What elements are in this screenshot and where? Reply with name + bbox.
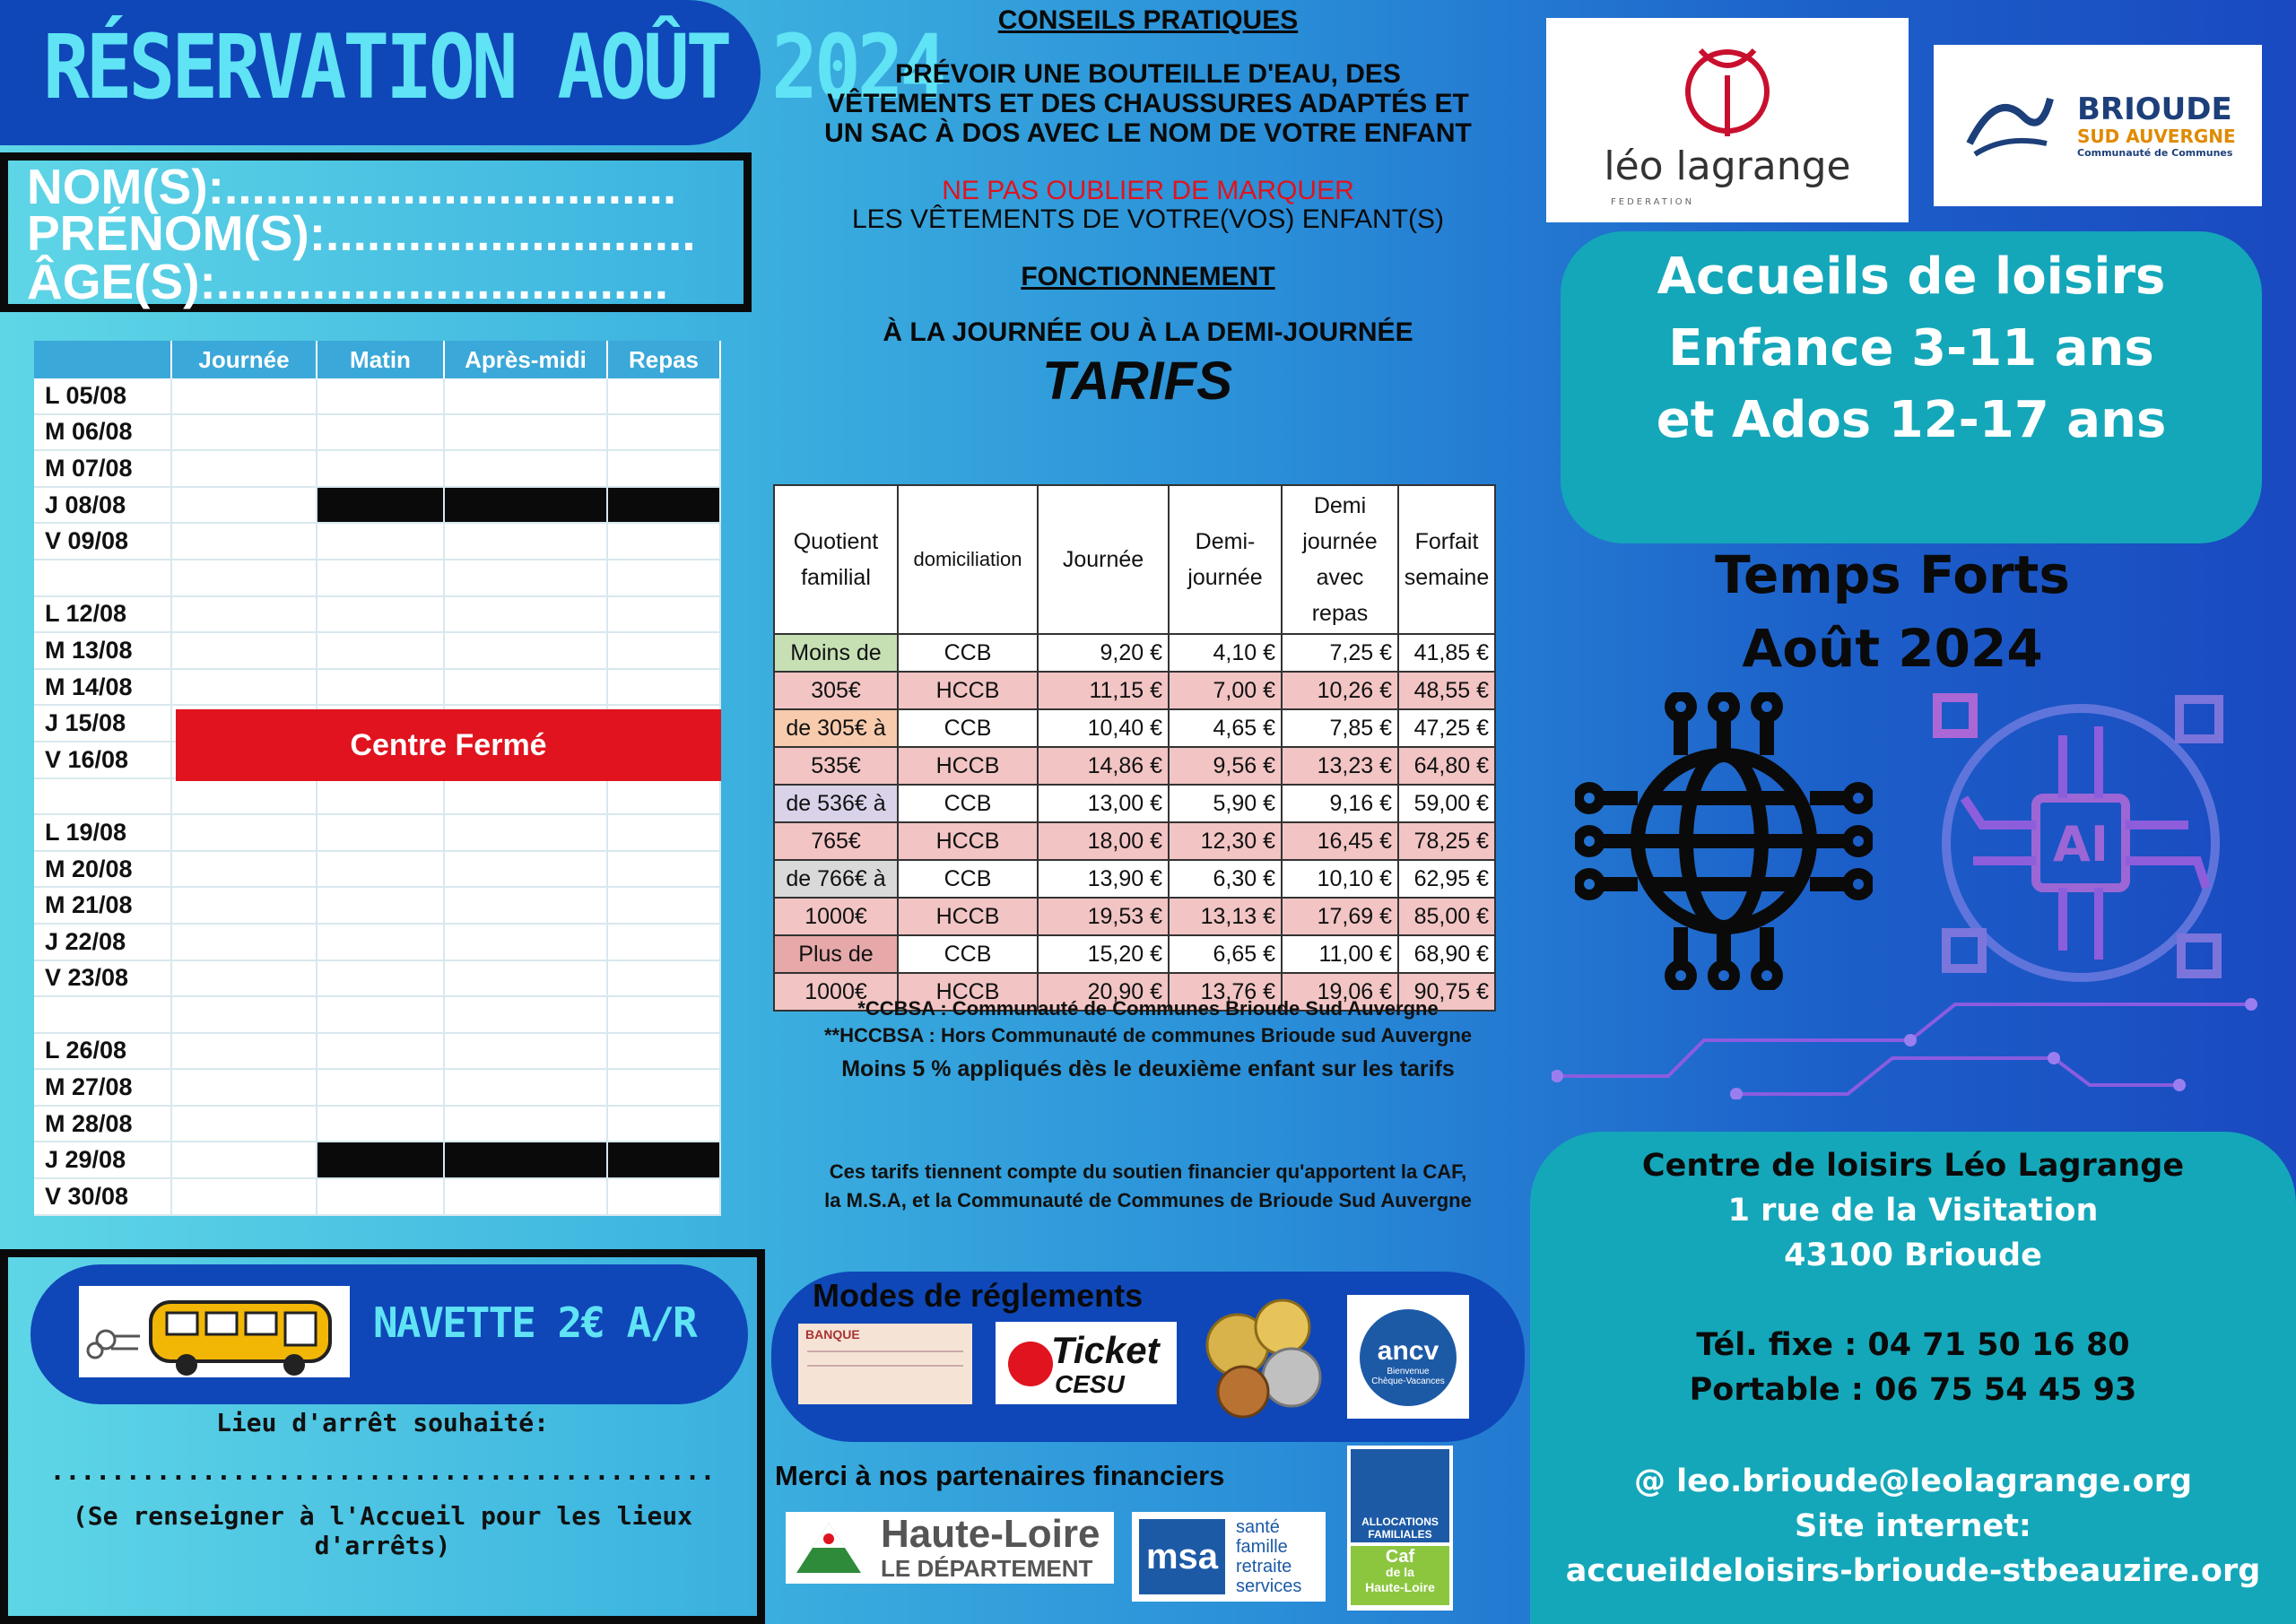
schedule-cell-repas[interactable] [607, 924, 720, 960]
tarif-price: 10,26 € [1282, 672, 1398, 709]
schedule-cell-journee[interactable] [171, 1033, 317, 1070]
tarif-price: 15,20 € [1038, 935, 1169, 973]
caf-line-5: Haute-Loire [1365, 1580, 1435, 1594]
tarif-domiciliation: CCB [898, 709, 1038, 747]
schedule-cell-journee[interactable] [171, 378, 317, 414]
centre-closed-banner: Centre Fermé [176, 709, 721, 781]
schedule-cell-matin[interactable] [317, 414, 444, 451]
tarif-domiciliation: HCCB [898, 973, 1038, 1011]
tarif-price: 62,95 € [1398, 860, 1495, 898]
tarif-quotient: 765€ [774, 822, 898, 860]
cheque-icon [798, 1324, 972, 1404]
schedule-cell-matin[interactable] [317, 523, 444, 560]
tarif-row [774, 747, 1495, 785]
partners-heading: Merci à nos partenaires financiers [775, 1460, 1225, 1491]
schedule-cell-matin[interactable] [317, 778, 444, 815]
tarif-price: 48,55 € [1398, 672, 1495, 709]
schedule-cell-apres-midi[interactable] [444, 1106, 607, 1142]
tarif-price: 16,45 € [1282, 822, 1398, 860]
tarif-domiciliation: HCCB [898, 822, 1038, 860]
tarif-price: 85,00 € [1398, 898, 1495, 935]
discount-note: Moins 5 % appliqués dès le deuxième enfant sur les tarifs [841, 1056, 1455, 1081]
departement-label: LE DÉPARTEMENT [881, 1555, 1093, 1582]
tarif-price: 5,90 € [1169, 785, 1282, 822]
leo-lagrange-logo [1546, 18, 1909, 222]
schedule-cell-repas[interactable] [607, 814, 720, 851]
tarif-price: 13,90 € [1038, 860, 1169, 898]
schedule-cell-repas[interactable] [607, 1142, 720, 1178]
schedule-cell-apres-midi[interactable] [444, 378, 607, 414]
schedule-cell-journee[interactable] [171, 851, 317, 888]
schedule-cell-matin[interactable] [317, 1106, 444, 1142]
schedule-day [34, 996, 171, 1033]
schedule-cell-journee[interactable] [171, 1106, 317, 1142]
schedule-day: V 30/08 [34, 1178, 171, 1215]
temps-forts-line-1: Temps Forts [1715, 544, 2070, 605]
schedule-row [34, 851, 720, 888]
tarif-price: 19,06 € [1282, 973, 1398, 1011]
schedule-day: J 15/08 [34, 705, 171, 742]
schedule-cell-journee[interactable] [171, 996, 317, 1033]
support-note-1: Ces tarifs tiennent compte du soutien financier qu'apportent la CAF, [829, 1160, 1467, 1183]
coins-icon [1193, 1291, 1333, 1426]
cheque-bank-label: BANQUE [805, 1327, 860, 1342]
schedule-body [34, 378, 720, 1215]
schedule-cell-matin[interactable] [317, 924, 444, 960]
tarif-quotient: 305€ [774, 672, 898, 709]
ancv-sub-2: Chèque-Vacances [1371, 1376, 1445, 1386]
tarif-price: 6,30 € [1169, 860, 1282, 898]
schedule-cell-journee[interactable] [171, 887, 317, 924]
tarif-price: 7,00 € [1169, 672, 1282, 709]
caf-line-2: FAMILIALES [1368, 1528, 1432, 1541]
leo-federation-label: FEDERATION [1611, 197, 1695, 207]
schedule-cell-journee[interactable] [171, 487, 317, 524]
tarifs-heading: TARIFS [1042, 351, 1233, 411]
brioude-sud-auvergne-label: SUD AUVERGNE [2077, 126, 2236, 147]
ancv-sub-1: Bienvenue [1387, 1367, 1430, 1376]
contact-phone[interactable]: Tél. fixe : 04 71 50 16 80 [1696, 1327, 2130, 1363]
tarifs-body [774, 634, 1495, 1011]
tarif-price: 4,10 € [1169, 634, 1282, 672]
schedule-cell-matin[interactable] [317, 560, 444, 596]
tarif-price: 13,23 € [1282, 747, 1398, 785]
warning-text: NE PAS OUBLIER DE MARQUER [942, 176, 1354, 205]
tarif-price: 12,30 € [1169, 822, 1282, 860]
schedule-cell-apres-midi[interactable] [444, 523, 607, 560]
tarif-price: 11,00 € [1282, 935, 1398, 973]
function-text: À LA JOURNÉE OU À LA DEMI-JOURNÉE [883, 317, 1413, 347]
tarif-row [774, 860, 1495, 898]
tarif-row [774, 709, 1495, 747]
tarif-row [774, 672, 1495, 709]
tarif-price: 4,65 € [1169, 709, 1282, 747]
brioude-cc-label: Communauté de Communes [2077, 147, 2233, 159]
advice-line-3: UN SAC À DOS AVEC LE NOM DE VOTRE ENFANT [824, 118, 1472, 148]
schedule-cell-repas[interactable] [607, 996, 720, 1033]
schedule-col-apres-midi: Après-midi [444, 341, 607, 378]
schedule-col-journee: Journée [171, 341, 317, 378]
schedule-row [34, 814, 720, 851]
payment-heading: Modes de réglements [813, 1277, 1144, 1314]
caf-line-3: Caf [1385, 1547, 1415, 1567]
schedule-col-day [34, 341, 171, 378]
schedule-cell-matin[interactable] [317, 1033, 444, 1070]
tarif-price: 10,40 € [1038, 709, 1169, 747]
schedule-cell-apres-midi[interactable] [444, 996, 607, 1033]
schedule-cell-apres-midi[interactable] [444, 1178, 607, 1215]
accueil-line-2: Enfance 3-11 ans [1668, 319, 2154, 378]
contact-address: 1 rue de la Visitation [1727, 1193, 2099, 1229]
schedule-cell-repas[interactable] [607, 887, 720, 924]
schedule-cell-apres-midi[interactable] [444, 1142, 607, 1178]
schedule-cell-apres-midi[interactable] [444, 1033, 607, 1070]
schedule-day: L 19/08 [34, 814, 171, 851]
schedule-cell-matin[interactable] [317, 1142, 444, 1178]
schedule-cell-repas[interactable] [607, 378, 720, 414]
tarifs-col-forfait: Forfait semaine [1398, 485, 1495, 634]
schedule-day [34, 560, 171, 596]
schedule-cell-journee[interactable] [171, 1142, 317, 1178]
leo-lagrange-label: léo lagrange [1604, 143, 1851, 189]
msa-line-2: famille [1236, 1537, 1288, 1557]
schedule-day: M 06/08 [34, 414, 171, 451]
tarif-price: 47,25 € [1398, 709, 1495, 747]
tarif-domiciliation: CCB [898, 935, 1038, 973]
schedule-cell-journee[interactable] [171, 596, 317, 633]
tarif-quotient: de 536€ à [774, 785, 898, 822]
tarif-row [774, 898, 1495, 935]
tarif-price: 9,56 € [1169, 747, 1282, 785]
schedule-day: V 09/08 [34, 523, 171, 560]
tarif-price: 78,25 € [1398, 822, 1495, 860]
schedule-row [34, 1106, 720, 1142]
accueil-line-1: Accueils de loisirs [1657, 248, 2166, 306]
schedule-day: J 22/08 [34, 924, 171, 960]
schedule-day: M 21/08 [34, 887, 171, 924]
msa-line-3: retraite [1236, 1557, 1292, 1576]
schedule-day: L 05/08 [34, 378, 171, 414]
bus-icon [79, 1286, 350, 1377]
tarif-price: 9,16 € [1282, 785, 1398, 822]
schedule-cell-repas[interactable] [607, 669, 720, 706]
schedule-row [34, 414, 720, 451]
advice-heading: CONSEILS PRATIQUES [997, 5, 1299, 35]
tarif-price: 17,69 € [1282, 898, 1398, 935]
schedule-day [34, 778, 171, 815]
schedule-cell-repas[interactable] [607, 560, 720, 596]
tarif-quotient: 535€ [774, 747, 898, 785]
schedule-cell-repas[interactable] [607, 632, 720, 669]
stop-label: Lieu d'arrêt souhaité: [216, 1408, 549, 1437]
schedule-cell-apres-midi[interactable] [444, 669, 607, 706]
schedule-day: V 16/08 [34, 742, 171, 778]
schedule-row [34, 924, 720, 960]
schedule-cell-repas[interactable] [607, 1033, 720, 1070]
tarif-price: 7,25 € [1282, 634, 1398, 672]
haute-loire-label: Haute-Loire [881, 1512, 1100, 1556]
caf-logo [1347, 1446, 1453, 1611]
schedule-row [34, 1142, 720, 1178]
brioude-label: BRIOUDE [2077, 91, 2232, 127]
schedule-cell-matin[interactable] [317, 960, 444, 997]
schedule-row [34, 887, 720, 924]
schedule-row [34, 487, 720, 524]
tarifs-col-demi: Demi- journée [1169, 485, 1282, 634]
tarifs-header-row [774, 485, 1495, 634]
schedule-cell-repas[interactable] [607, 960, 720, 997]
contact-website[interactable]: accueildeloisirs-brioude-stbeauzire.org [1565, 1553, 2261, 1589]
tarifs-table [773, 484, 1496, 1012]
schedule-cell-matin[interactable] [317, 378, 444, 414]
tarif-price: 14,86 € [1038, 747, 1169, 785]
tarif-quotient: Plus de [774, 935, 898, 973]
schedule-cell-apres-midi[interactable] [444, 487, 607, 524]
globe-network-icon [1575, 692, 1873, 990]
schedule-cell-apres-midi[interactable] [444, 1069, 607, 1106]
schedule-cell-journee[interactable] [171, 523, 317, 560]
caf-line-4: de la [1386, 1565, 1414, 1579]
advice-text [771, 59, 1525, 148]
schedule-row [34, 996, 720, 1033]
schedule-cell-journee[interactable] [171, 814, 317, 851]
tarif-row [774, 935, 1495, 973]
schedule-cell-apres-midi[interactable] [444, 851, 607, 888]
footnote-ccbsa: *CCBSA : Communauté de Communes Brioude Sud Auvergne [857, 997, 1439, 1020]
schedule-cell-journee[interactable] [171, 414, 317, 451]
schedule-cell-apres-midi[interactable] [444, 814, 607, 851]
tarif-price: 64,80 € [1398, 747, 1495, 785]
schedule-cell-apres-midi[interactable] [444, 450, 607, 487]
schedule-cell-apres-midi[interactable] [444, 596, 607, 633]
tarif-price: 9,20 € [1038, 634, 1169, 672]
tarif-quotient: de 766€ à [774, 860, 898, 898]
schedule-cell-matin[interactable] [317, 632, 444, 669]
schedule-day: M 20/08 [34, 851, 171, 888]
haute-loire-logo [786, 1512, 1114, 1584]
schedule-cell-repas[interactable] [607, 1106, 720, 1142]
tarif-domiciliation: HCCB [898, 898, 1038, 935]
schedule-cell-matin[interactable] [317, 814, 444, 851]
tarif-domiciliation: CCB [898, 785, 1038, 822]
page-title: RÉSERVATION AOÛT 2024 [43, 16, 944, 119]
schedule-cell-apres-midi[interactable] [444, 887, 607, 924]
tarif-domiciliation: HCCB [898, 747, 1038, 785]
schedule-day: J 08/08 [34, 487, 171, 524]
tarif-price: 13,00 € [1038, 785, 1169, 822]
schedule-cell-repas[interactable] [607, 851, 720, 888]
schedule-cell-apres-midi[interactable] [444, 778, 607, 815]
schedule-cell-matin[interactable] [317, 596, 444, 633]
schedule-header-row [34, 341, 720, 378]
schedule-cell-matin[interactable] [317, 450, 444, 487]
schedule-cell-repas[interactable] [607, 778, 720, 815]
circuit-lines-decoration [1552, 992, 2260, 1099]
schedule-day: L 26/08 [34, 1033, 171, 1070]
contact-name: Centre de loisirs Léo Lagrange [1641, 1148, 2185, 1184]
schedule-cell-matin[interactable] [317, 887, 444, 924]
age-field[interactable]: ÂGE(S):................................. [27, 254, 669, 309]
schedule-day: J 29/08 [34, 1142, 171, 1178]
schedule-day: M 13/08 [34, 632, 171, 669]
schedule-cell-journee[interactable] [171, 560, 317, 596]
tarifs-col-qf: Quotient familial [774, 485, 898, 634]
advice-line-2: VÊTEMENTS ET DES CHAUSSURES ADAPTÉS ET [827, 89, 1469, 118]
advice-line-1: PRÉVOIR UNE BOUTEILLE D'EAU, DES [895, 59, 1401, 89]
schedule-row [34, 1069, 720, 1106]
stop-input[interactable]: ............................................ [49, 1456, 716, 1486]
schedule-row [34, 560, 720, 596]
schedule-cell-apres-midi[interactable] [444, 924, 607, 960]
msa-line-1: santé [1236, 1517, 1280, 1537]
ai-label: AI [2053, 816, 2109, 873]
tarif-price: 13,76 € [1169, 973, 1282, 1011]
schedule-cell-matin[interactable] [317, 851, 444, 888]
schedule-day: M 27/08 [34, 1069, 171, 1106]
schedule-col-matin: Matin [317, 341, 444, 378]
tarifs-col-dom: domiciliation [898, 485, 1038, 634]
tarif-price: 18,00 € [1038, 822, 1169, 860]
tarif-quotient: 1000€ [774, 898, 898, 935]
brioude-logo [1934, 45, 2262, 206]
tarif-quotient: de 305€ à [774, 709, 898, 747]
firstname-field[interactable]: PRÉNOM(S):........................... [27, 205, 696, 261]
schedule-cell-journee[interactable] [171, 924, 317, 960]
temps-forts-line-2: Août 2024 [1742, 618, 2043, 679]
schedule-row [34, 669, 720, 706]
schedule-day: V 23/08 [34, 960, 171, 997]
tarif-row [774, 822, 1495, 860]
warning-text-2: LES VÊTEMENTS DE VOTRE(VOS) ENFANT(S) [851, 204, 1445, 234]
tarif-price: 11,15 € [1038, 672, 1169, 709]
tarif-row [774, 785, 1495, 822]
tarif-price: 19,53 € [1038, 898, 1169, 935]
schedule-row [34, 632, 720, 669]
tarifs-col-demi-repas: Demi journée avec repas [1282, 485, 1398, 634]
schedule-cell-repas[interactable] [607, 487, 720, 524]
function-heading: FONCTIONNEMENT [1021, 262, 1275, 291]
schedule-cell-repas[interactable] [607, 596, 720, 633]
contact-site-label: Site internet: [1795, 1508, 2031, 1544]
tarif-price: 59,00 € [1398, 785, 1495, 822]
tarif-domiciliation: CCB [898, 634, 1038, 672]
schedule-cell-journee[interactable] [171, 450, 317, 487]
tarif-domiciliation: HCCB [898, 672, 1038, 709]
schedule-cell-journee[interactable] [171, 669, 317, 706]
ai-chip-icon [1928, 690, 2233, 986]
tarif-price: 68,90 € [1398, 935, 1495, 973]
schedule-day: L 12/08 [34, 596, 171, 633]
tarif-price: 41,85 € [1398, 634, 1495, 672]
tarif-row [774, 634, 1495, 672]
schedule-cell-matin[interactable] [317, 1069, 444, 1106]
schedule-cell-matin[interactable] [317, 996, 444, 1033]
name-field[interactable]: NOM(S):................................. [27, 159, 677, 214]
schedule-cell-matin[interactable] [317, 669, 444, 706]
schedule-day: M 28/08 [34, 1106, 171, 1142]
tarif-price: 13,13 € [1169, 898, 1282, 935]
schedule-cell-repas[interactable] [607, 523, 720, 560]
schedule-row [34, 1033, 720, 1070]
schedule-cell-apres-midi[interactable] [444, 960, 607, 997]
ticket-label: Ticket [1051, 1329, 1160, 1371]
schedule-day: M 07/08 [34, 450, 171, 487]
schedule-cell-matin[interactable] [317, 1178, 444, 1215]
cesu-label: CESU [1055, 1370, 1125, 1398]
schedule-cell-repas[interactable] [607, 450, 720, 487]
shuttle-label: NAVETTE 2€ A/R [373, 1298, 696, 1347]
ancv-logo [1347, 1295, 1469, 1419]
schedule-row [34, 778, 720, 815]
tarif-price: 10,10 € [1282, 860, 1398, 898]
schedule-row [34, 960, 720, 997]
schedule-cell-journee[interactable] [171, 632, 317, 669]
schedule-day: M 14/08 [34, 669, 171, 706]
stop-note: (Se renseigner à l'Accueil pour les lieux d'arrêts) [72, 1501, 693, 1560]
msa-line-4: services [1236, 1576, 1302, 1596]
schedule-cell-repas[interactable] [607, 414, 720, 451]
schedule-cell-matin[interactable] [317, 487, 444, 524]
schedule-cell-apres-midi[interactable] [444, 560, 607, 596]
tarif-price: 90,75 € [1398, 973, 1495, 1011]
schedule-row [34, 596, 720, 633]
schedule-cell-journee[interactable] [171, 960, 317, 997]
caf-line-1: ALLOCATIONS [1361, 1515, 1439, 1528]
schedule-row [34, 523, 720, 560]
tarifs-col-journee: Journée [1038, 485, 1169, 634]
schedule-cell-journee[interactable] [171, 778, 317, 815]
temps-forts-heading [1525, 538, 2260, 685]
contact-mobile[interactable]: Portable : 06 75 54 45 93 [1689, 1372, 2137, 1408]
footnote-hccbsa: **HCCBSA : Hors Communauté de communes Brioude sud Auvergne [823, 1024, 1473, 1046]
tarif-domiciliation: CCB [898, 860, 1038, 898]
schedule-cell-apres-midi[interactable] [444, 414, 607, 451]
schedule-col-repas: Repas [607, 341, 720, 378]
schedule-cell-journee[interactable] [171, 1178, 317, 1215]
schedule-cell-repas[interactable] [607, 1178, 720, 1215]
accueil-line-3: et Ados 12-17 ans [1656, 391, 2167, 449]
tarif-price: 6,65 € [1169, 935, 1282, 973]
support-note-2: la M.S.A, et la Communauté de Communes de Brioude Sud Auvergne [824, 1189, 1472, 1211]
schedule-row [34, 450, 720, 487]
contact-city: 43100 Brioude [1784, 1238, 2042, 1273]
schedule-cell-journee[interactable] [171, 1069, 317, 1106]
schedule-cell-repas[interactable] [607, 1069, 720, 1106]
tarif-quotient: Moins de [774, 634, 898, 672]
schedule-row [34, 378, 720, 414]
schedule-cell-apres-midi[interactable] [444, 632, 607, 669]
ancv-label: ancv [1377, 1336, 1439, 1366]
tarif-price: 20,90 € [1038, 973, 1169, 1011]
tarif-quotient: 1000€ [774, 973, 898, 1011]
contact-email[interactable]: @ leo.brioude@leolagrange.org [1633, 1463, 2193, 1499]
tarif-price: 7,85 € [1282, 709, 1398, 747]
schedule-row [34, 1178, 720, 1215]
ticket-cesu-logo [996, 1322, 1177, 1404]
msa-logo: msa santé famille retraite services [1132, 1512, 1326, 1602]
